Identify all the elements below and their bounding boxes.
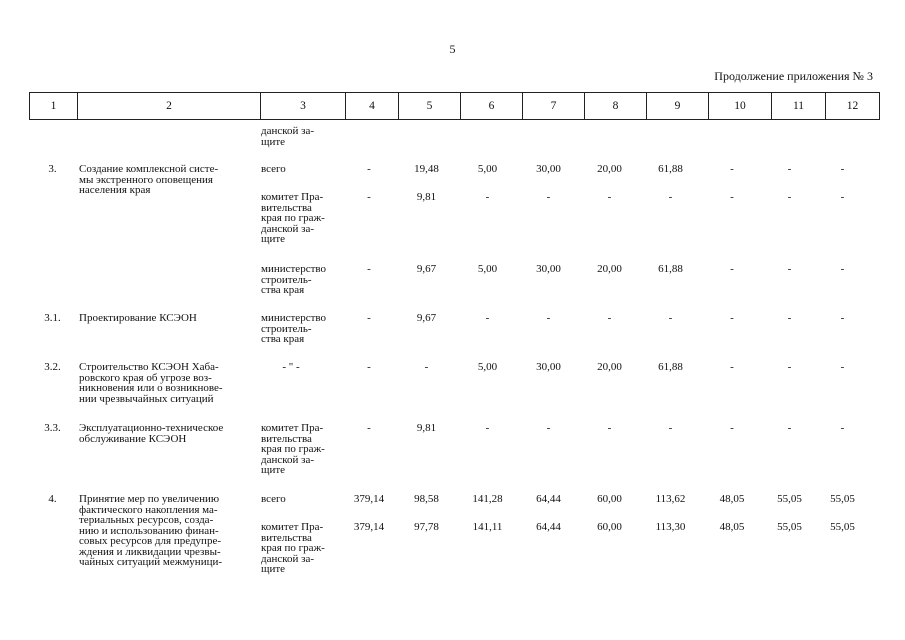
executor-cell: комитет Пра- вительства края по граж- данской за- щите [261,422,325,476]
value-col-7: 64,44 [536,521,561,533]
header-col-7: 7 [523,93,585,120]
value-col-10: - [730,263,734,275]
value-col-7: - [546,312,551,324]
value-col-7: - [546,191,551,203]
value-col-4: 379,14 [353,521,385,533]
value-col-5: - [424,361,429,373]
value-col-4: - [367,191,371,203]
executor-cell: всего [261,163,286,175]
value-col-4: - [367,361,371,373]
value-col-11: - [787,422,792,434]
value-col-7: 30,00 [536,263,561,275]
value-col-12: - [840,163,845,175]
item-name: Строительство КСЭОН Хаба- ровского края об угрозе воз- никновения или о возникнове- нии чрезвычайных ситуаций [79,361,223,405]
value-col-8: 60,00 [597,493,622,505]
value-col-6: 141,11 [472,521,503,533]
item-number: 3.1. [44,312,61,324]
header-col-1: 1 [30,93,78,120]
value-col-5: 9,67 [416,312,437,324]
continuation-title: Продолжение приложения № 3 [714,69,873,83]
executor-cell: комитет Пра- вительства края по граж- данской за- щите [261,521,325,575]
value-col-10: - [730,163,734,175]
value-col-12: - [840,312,845,324]
executor-cell: министерство строитель- ства края [261,263,327,296]
item-number: 4. [48,493,57,505]
value-col-6: - [485,312,490,324]
value-col-5: 19,48 [414,163,439,175]
value-col-6: - [485,191,490,203]
executor-cell: министерство строитель- ства края [261,312,327,345]
value-col-12: - [840,263,845,275]
value-col-5: 9,67 [416,263,437,275]
header-col-11: 11 [772,93,826,120]
header-col-8: 8 [585,93,647,120]
item-number: 3.3. [44,422,61,434]
value-col-12: 55,05 [830,521,855,533]
value-col-6: 5,00 [477,263,498,275]
value-col-8: - [607,312,612,324]
item-name: Принятие мер по увеличению фактического накопления ма- териальных ресурсов, созда- нию и использованию финан- совых ресурсов для предупре- ждения и ликвидации чрезвы- чайных ситуаций межмуници- [79,493,223,568]
header-col-12: 12 [826,93,880,120]
value-col-10: - [730,191,734,203]
value-col-4: - [367,422,371,434]
value-col-12: - [840,191,845,203]
value-col-9: - [668,312,673,324]
value-col-10: - [730,422,734,434]
value-col-5: 97,78 [414,521,439,533]
executor-cell: данской за- щите [261,125,315,148]
value-col-8: 20,00 [597,361,622,373]
value-col-8: - [607,191,612,203]
executor-cell: всего [261,493,286,505]
value-col-6: 5,00 [477,163,498,175]
header-col-4: 4 [346,93,399,120]
value-col-9: 113,30 [655,521,686,533]
executor-cell: - " - [282,361,300,373]
header-col-10: 10 [709,93,772,120]
value-col-11: - [787,263,792,275]
value-col-7: - [546,422,551,434]
value-col-4: - [367,163,371,175]
value-col-5: 9,81 [416,191,437,203]
page-number: 5 [449,42,456,56]
value-col-11: - [787,361,792,373]
value-col-12: - [840,361,845,373]
value-col-8: 60,00 [597,521,622,533]
value-col-6: 141,28 [472,493,503,505]
header-col-6: 6 [461,93,523,120]
value-col-11: - [787,163,792,175]
executor-cell: комитет Пра- вительства края по граж- данской за- щите [261,191,325,245]
item-name: Проектирование КСЭОН [79,312,197,324]
table-header [29,92,880,120]
value-col-9: 61,88 [658,163,683,175]
value-col-4: 379,14 [353,493,385,505]
header-col-3: 3 [261,93,346,120]
value-col-10: 48,05 [719,521,745,533]
value-col-5: 98,58 [414,493,439,505]
value-col-7: 64,44 [536,493,561,505]
value-col-4: - [367,263,371,275]
header-col-2: 2 [78,93,261,120]
value-col-8: 20,00 [597,263,622,275]
value-col-11: 55,05 [777,493,802,505]
value-col-8: 20,00 [597,163,622,175]
value-col-10: 48,05 [719,493,745,505]
value-col-10: - [730,312,734,324]
header-col-5: 5 [399,93,461,120]
value-col-9: 113,62 [655,493,686,505]
item-name: Эксплуатационно-техническое обслуживание КСЭОН [79,422,224,445]
value-col-7: 30,00 [536,163,561,175]
value-col-5: 9,81 [416,422,437,434]
value-col-7: 30,00 [536,361,561,373]
value-col-11: - [787,191,792,203]
item-number: 3. [48,163,57,175]
value-col-9: 61,88 [658,361,683,373]
value-col-4: - [367,312,371,324]
value-col-9: 61,88 [658,263,683,275]
item-name: Создание комплексной систе- мы экстренного оповещения населения края [79,163,219,196]
value-col-8: - [607,422,612,434]
value-col-12: 55,05 [830,493,855,505]
value-col-6: 5,00 [477,361,498,373]
value-col-6: - [485,422,490,434]
value-col-9: - [668,422,673,434]
header-col-9: 9 [647,93,709,120]
value-col-11: 55,05 [777,521,802,533]
value-col-9: - [668,191,673,203]
value-col-10: - [730,361,734,373]
value-col-12: - [840,422,845,434]
item-number: 3.2. [44,361,61,373]
value-col-11: - [787,312,792,324]
